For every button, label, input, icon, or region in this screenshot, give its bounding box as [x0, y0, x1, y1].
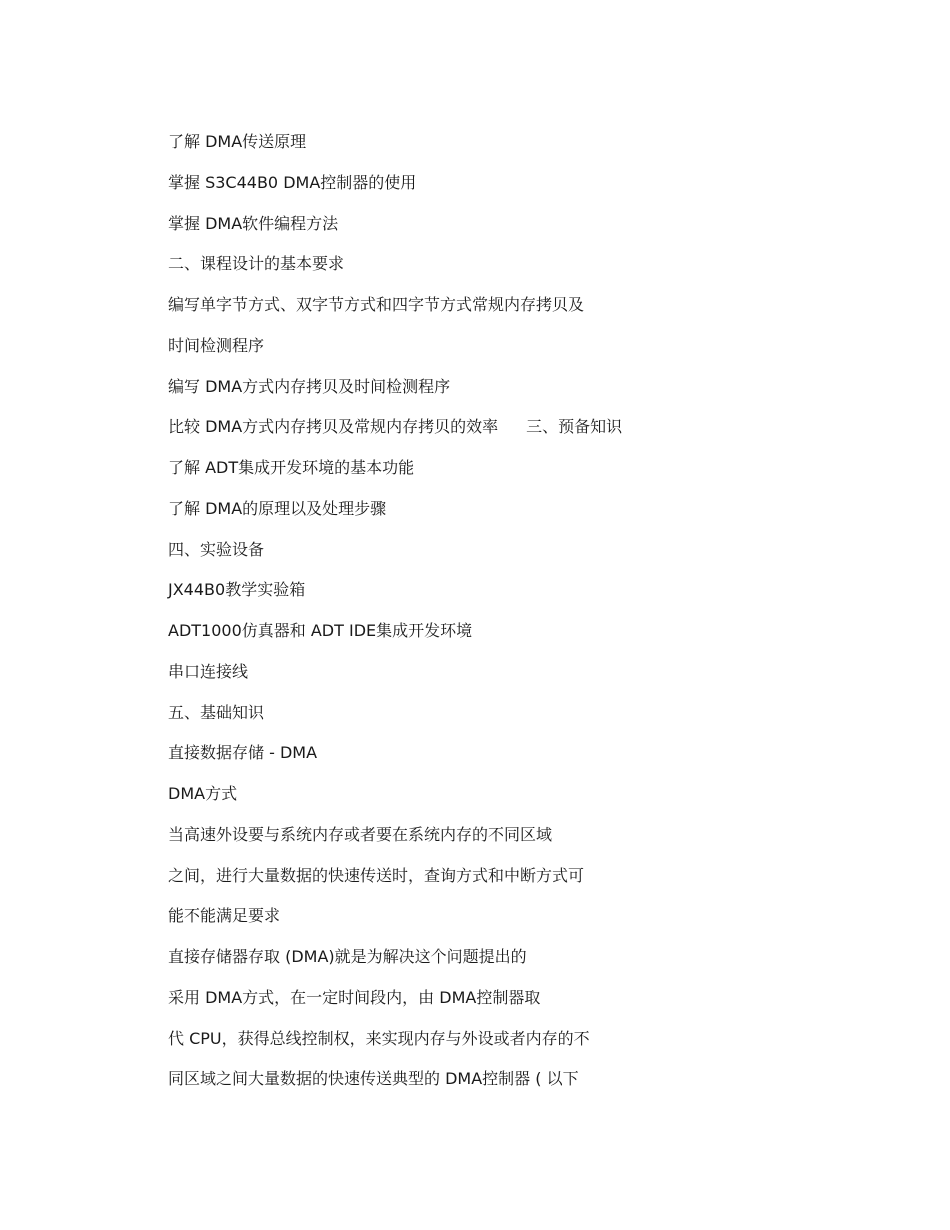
text-line: [168, 579, 868, 620]
text-line-content: 采用 DMA方式，在一定时间段内，由 DMA控制器取: [168, 987, 541, 1007]
text-line: [168, 620, 868, 661]
text-line-content: ADT1000仿真器和 ADT IDE集成开发环境: [168, 621, 473, 640]
text-line-content: 了解 ADT集成开发环境的基本功能: [168, 458, 415, 477]
text-line: [168, 213, 868, 254]
section-heading-text: 二、课程设计的基本要求: [168, 254, 345, 274]
text-line-content: 编写单字节方式、双字节方式和四字节方式常规内存拷贝及: [168, 295, 585, 314]
section-heading: [168, 702, 868, 743]
text-line-content: 比较 DMA方式内存拷贝及常规内存拷贝的效率: [168, 417, 499, 437]
text-line-content: JX44B0教学实验箱: [168, 580, 306, 600]
text-line-content: 当高速外设要与系统内存或者要在系统内存的不同区域: [168, 824, 553, 844]
text-line: [168, 661, 868, 702]
text-line-content: 了解 DMA的原理以及处理步骤: [168, 498, 387, 518]
text-line-content: DMA方式: [168, 784, 238, 803]
text-line-content: 了解 DMA传送原理: [168, 132, 307, 151]
text-line: [168, 987, 868, 1028]
text-line: [168, 498, 868, 539]
text-line-content: 编写 DMA方式内存拷贝及时间检测程序: [168, 376, 451, 396]
text-line: [168, 457, 868, 498]
text-line: [168, 376, 868, 417]
text-line-content: 掌握 S3C44B0 DMA控制器的使用: [168, 172, 417, 192]
text-line-content: 能不能满足要求: [168, 906, 281, 926]
text-line: [168, 905, 868, 946]
text-line: [168, 172, 868, 213]
text-line-content: 同区域之间大量数据的快速传送典型的 DMA控制器 ( 以下: [168, 1069, 579, 1089]
section-heading: [168, 539, 868, 580]
text-line: [168, 783, 868, 824]
text-line: [168, 416, 868, 457]
section-heading-text: 四、实验设备: [168, 539, 265, 559]
section-heading: [168, 253, 868, 294]
section-heading-inline: 三、预备知识: [526, 417, 623, 437]
text-line-content: 之间，进行大量数据的快速传送时，查询方式和中断方式可: [168, 865, 585, 885]
text-line: [168, 1028, 868, 1069]
document-body: [168, 131, 868, 1109]
text-line-content: 时间检测程序: [168, 335, 265, 355]
text-line: [168, 294, 868, 335]
text-line: [168, 131, 868, 172]
text-line: [168, 946, 868, 987]
text-line-content: 代 CPU，获得总线控制权，来实现内存与外设或者内存的不: [168, 1028, 590, 1048]
text-line-content: 直接数据存储 - DMA: [168, 743, 318, 763]
text-line-content: 直接存储器存取 (DMA)就是为解决这个问题提出的: [168, 947, 527, 966]
text-line: [168, 335, 868, 376]
text-line: [168, 1068, 868, 1109]
text-line-content: 串口连接线: [168, 661, 249, 681]
text-line: [168, 865, 868, 906]
text-line-content: 掌握 DMA软件编程方法: [168, 213, 339, 233]
text-line: [168, 824, 868, 865]
section-heading-text: 五、基础知识: [168, 702, 265, 722]
text-line: [168, 742, 868, 783]
